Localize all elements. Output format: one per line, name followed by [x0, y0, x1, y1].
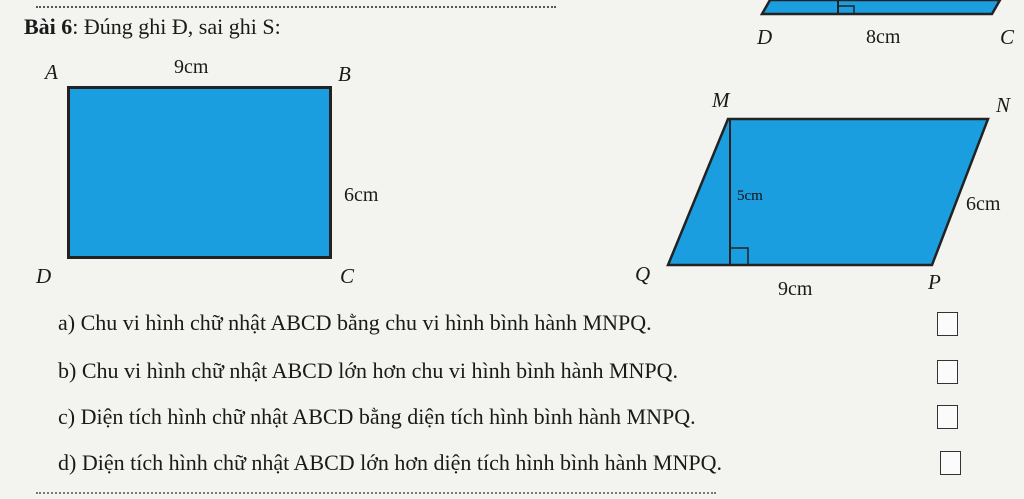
vertex-c-label: C	[340, 264, 355, 288]
statement-b	[58, 358, 678, 384]
statement-c-label: c)	[58, 404, 76, 429]
vertex-a-label: A	[45, 60, 58, 84]
answer-box-a[interactable]	[937, 312, 958, 336]
top-vertex-d-label: D	[757, 25, 773, 49]
statement-a-label: a)	[58, 310, 76, 335]
rectangle-abcd	[67, 86, 332, 259]
top-base-length-label: 8cm	[866, 26, 901, 48]
top-vertex-c-label: C	[1000, 25, 1015, 49]
vertex-p-label: P	[928, 270, 941, 294]
exercise-number: Bài 6	[24, 14, 73, 39]
top-partial-figure	[762, 0, 1000, 14]
parallelogram-side-label: 6cm	[966, 193, 1001, 215]
parallelogram-base-label: 9cm	[778, 278, 813, 300]
parallelogram-height-label: 5cm	[737, 188, 763, 204]
parallelogram-mnpq	[668, 119, 988, 265]
rectangle-width-label: 6cm	[344, 184, 379, 206]
vertex-n-label: N	[996, 93, 1011, 117]
statement-d-text: Diện tích hình chữ nhật ABCD lớn hơn diện tích hình bình hành MNPQ.	[81, 450, 722, 475]
bottom-dotted-line	[36, 492, 716, 494]
vertex-q-label: Q	[635, 262, 651, 286]
statement-a	[58, 310, 652, 336]
answer-box-c[interactable]	[937, 405, 958, 429]
statement-a-text: Chu vi hình chữ nhật ABCD bằng chu vi hình bình hành MNPQ.	[80, 310, 652, 335]
vertex-b-label: B	[338, 62, 351, 86]
statement-b-label: b)	[58, 358, 77, 383]
vertex-d-label: D	[36, 264, 52, 288]
statement-c-text: Diện tích hình chữ nhật ABCD bằng diện tích hình bình hành MNPQ.	[80, 404, 696, 429]
statement-c	[58, 404, 696, 430]
statement-b-text: Chu vi hình chữ nhật ABCD lớn hơn chu vi hình bình hành MNPQ.	[81, 358, 679, 383]
answer-box-b[interactable]	[937, 360, 958, 384]
exercise-instruction: : Đúng ghi Đ, sai ghi S:	[72, 14, 281, 39]
statement-d-label: d)	[58, 450, 77, 475]
statement-d	[58, 450, 722, 476]
answer-box-d[interactable]	[940, 451, 961, 475]
vertex-m-label: M	[712, 88, 730, 112]
rectangle-length-label: 9cm	[174, 56, 209, 78]
